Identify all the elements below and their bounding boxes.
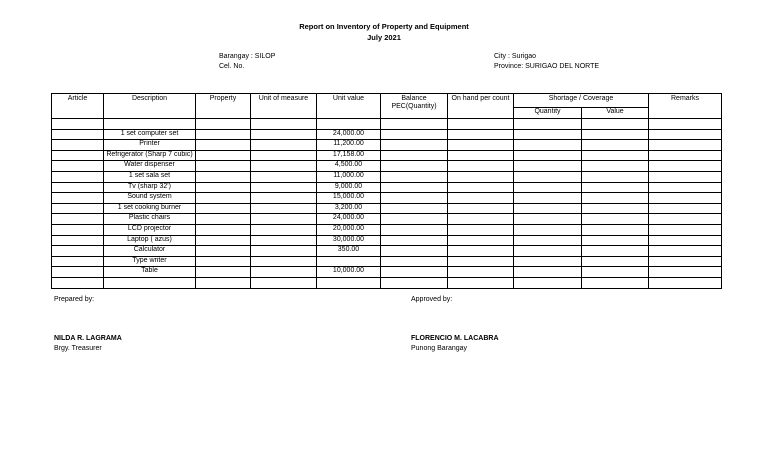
table-cell <box>52 277 104 288</box>
table-cell <box>448 277 514 288</box>
description-cell: LCD projector <box>104 224 196 235</box>
table-cell <box>52 171 104 182</box>
table-cell <box>514 182 582 193</box>
table-cell <box>582 214 649 225</box>
table-cell <box>381 140 448 151</box>
description-cell <box>104 119 196 130</box>
table-cell <box>448 150 514 161</box>
table-row <box>52 214 722 225</box>
table-cell <box>582 256 649 267</box>
table-row <box>52 171 722 182</box>
table-cell <box>381 267 448 278</box>
table-cell <box>381 256 448 267</box>
table-cell <box>514 246 582 257</box>
description-cell: 1 set cooking burner <box>104 203 196 214</box>
table-cell <box>196 129 251 140</box>
table-cell <box>196 140 251 151</box>
table-cell <box>582 224 649 235</box>
table-cell <box>381 235 448 246</box>
table-cell <box>448 140 514 151</box>
table-cell <box>582 193 649 204</box>
unit-value-cell: 10,000.00 <box>317 267 381 278</box>
table-cell <box>52 235 104 246</box>
prepared-by-label: Prepared by: <box>54 296 95 303</box>
table-cell <box>448 246 514 257</box>
table-cell <box>251 203 317 214</box>
unit-value-cell: 3,200.00 <box>317 203 381 214</box>
unit-value-cell: 30,000.00 <box>317 235 381 246</box>
table-cell <box>381 277 448 288</box>
approver-title: Punong Barangay <box>411 345 468 352</box>
table-cell <box>448 214 514 225</box>
table-cell <box>52 129 104 140</box>
table-cell <box>582 246 649 257</box>
table-cell <box>196 171 251 182</box>
table-cell <box>448 267 514 278</box>
table-cell <box>649 246 722 257</box>
table-cell <box>514 193 582 204</box>
table-row <box>52 182 722 193</box>
table-cell <box>196 246 251 257</box>
table-cell <box>649 161 722 172</box>
table-cell <box>251 277 317 288</box>
header-description: Description <box>104 94 196 119</box>
table-cell <box>251 224 317 235</box>
table-cell <box>196 161 251 172</box>
table-cell <box>52 193 104 204</box>
unit-value-cell: 9,000.00 <box>317 182 381 193</box>
table-cell <box>514 224 582 235</box>
table-cell <box>52 256 104 267</box>
table-row <box>52 235 722 246</box>
unit-value-cell <box>317 119 381 130</box>
table-cell <box>381 182 448 193</box>
unit-value-cell <box>317 256 381 267</box>
unit-value-cell: 17,158.00 <box>317 150 381 161</box>
unit-value-cell: 11,200.00 <box>317 140 381 151</box>
table-cell <box>448 171 514 182</box>
header-balance: Balance PEC(Quantity) <box>381 94 448 119</box>
description-cell: Laptop ( azus) <box>104 235 196 246</box>
table-cell <box>381 119 448 130</box>
header-quantity: Quantity <box>514 108 582 119</box>
table-row <box>52 277 722 288</box>
table-cell <box>52 224 104 235</box>
approver-name: FLORENCIO M. LACABRA <box>411 335 499 342</box>
table-cell <box>514 161 582 172</box>
table-row <box>52 140 722 151</box>
table-cell <box>251 256 317 267</box>
table-cell <box>649 129 722 140</box>
table-row <box>52 256 722 267</box>
table-cell <box>514 235 582 246</box>
table-cell <box>251 140 317 151</box>
table-cell <box>251 161 317 172</box>
description-cell: Calculator <box>104 246 196 257</box>
table-row <box>52 129 722 140</box>
table-cell <box>649 171 722 182</box>
table-cell <box>251 171 317 182</box>
table-cell <box>196 214 251 225</box>
table-cell <box>381 171 448 182</box>
table-row <box>52 246 722 257</box>
table-row <box>52 224 722 235</box>
table-cell <box>381 161 448 172</box>
header-unit-of-measure: Unit of measure <box>251 94 317 119</box>
table-cell <box>52 267 104 278</box>
table-cell <box>448 235 514 246</box>
table-cell <box>381 246 448 257</box>
header-property: Property <box>196 94 251 119</box>
table-cell <box>448 119 514 130</box>
table-cell <box>381 193 448 204</box>
table-cell <box>514 140 582 151</box>
table-row <box>52 161 722 172</box>
table-cell <box>196 224 251 235</box>
table-cell <box>251 235 317 246</box>
description-cell: Water dispenser <box>104 161 196 172</box>
table-cell <box>582 161 649 172</box>
table-cell <box>381 129 448 140</box>
table-cell <box>196 150 251 161</box>
table-cell <box>649 224 722 235</box>
table-cell <box>196 277 251 288</box>
table-cell <box>582 235 649 246</box>
table-cell <box>52 140 104 151</box>
table-cell <box>448 161 514 172</box>
table-cell <box>514 203 582 214</box>
table-cell <box>514 256 582 267</box>
inventory-table-body <box>52 119 722 289</box>
table-cell <box>649 267 722 278</box>
table-cell <box>514 214 582 225</box>
table-cell <box>251 182 317 193</box>
unit-value-cell: 24,000.00 <box>317 214 381 225</box>
table-cell <box>52 182 104 193</box>
header-article: Article <box>52 94 104 119</box>
table-row <box>52 193 722 204</box>
unit-value-cell: 350.00 <box>317 246 381 257</box>
table-cell <box>196 267 251 278</box>
table-cell <box>514 150 582 161</box>
table-cell <box>381 203 448 214</box>
table-cell <box>649 203 722 214</box>
table-cell <box>196 203 251 214</box>
table-cell <box>52 203 104 214</box>
inventory-table <box>51 93 722 289</box>
table-cell <box>649 182 722 193</box>
table-cell <box>649 214 722 225</box>
description-cell: Plastic chairs <box>104 214 196 225</box>
unit-value-cell: 15,000.00 <box>317 193 381 204</box>
table-cell <box>582 267 649 278</box>
header-unit-value: Unit value <box>317 94 381 119</box>
table-cell <box>514 267 582 278</box>
table-cell <box>582 203 649 214</box>
table-cell <box>52 214 104 225</box>
table-cell <box>196 256 251 267</box>
table-row <box>52 267 722 278</box>
preparer-title: Brgy. Treasurer <box>54 345 102 352</box>
table-cell <box>649 193 722 204</box>
table-cell <box>582 171 649 182</box>
header-remarks: Remarks <box>649 94 722 119</box>
table-cell <box>196 182 251 193</box>
table-cell <box>582 129 649 140</box>
table-cell <box>251 129 317 140</box>
report-period: July 2021 <box>367 33 401 42</box>
province-label: Province: SURIGAO DEL NORTE <box>494 63 600 70</box>
approved-by-label: Approved by: <box>411 296 453 303</box>
table-cell <box>649 150 722 161</box>
table-cell <box>52 161 104 172</box>
description-cell <box>104 277 196 288</box>
table-cell <box>196 193 251 204</box>
barangay-label: Barangay : SILOP <box>219 53 276 60</box>
table-cell <box>381 214 448 225</box>
description-cell: Tv (sharp 32') <box>104 182 196 193</box>
table-row <box>52 203 722 214</box>
table-cell <box>196 119 251 130</box>
report-title: Report on Inventory of Property and Equipment <box>299 22 469 31</box>
city-label: City : Surigao <box>494 53 537 60</box>
table-cell <box>582 119 649 130</box>
description-cell: 1 set sala set <box>104 171 196 182</box>
table-row <box>52 119 722 130</box>
table-cell <box>381 150 448 161</box>
description-cell: Table <box>104 267 196 278</box>
table-row <box>52 150 722 161</box>
table-cell <box>251 193 317 204</box>
table-cell <box>582 277 649 288</box>
description-cell: 1 set computer set <box>104 129 196 140</box>
table-cell <box>514 277 582 288</box>
table-cell <box>251 214 317 225</box>
table-cell <box>251 119 317 130</box>
description-cell: Sound system <box>104 193 196 204</box>
header-value: Value <box>582 108 649 119</box>
table-cell <box>251 150 317 161</box>
table-cell <box>251 267 317 278</box>
table-cell <box>448 129 514 140</box>
preparer-name: NILDA R. LAGRAMA <box>54 335 122 342</box>
table-cell <box>514 171 582 182</box>
table-cell <box>649 119 722 130</box>
table-cell <box>448 224 514 235</box>
table-cell <box>649 256 722 267</box>
table-cell <box>649 277 722 288</box>
table-cell <box>251 246 317 257</box>
table-cell <box>52 150 104 161</box>
table-cell <box>582 150 649 161</box>
table-cell <box>649 140 722 151</box>
description-cell: Type writer <box>104 256 196 267</box>
unit-value-cell: 4,500.00 <box>317 161 381 172</box>
table-cell <box>448 182 514 193</box>
table-cell <box>582 182 649 193</box>
table-cell <box>196 235 251 246</box>
table-cell <box>448 203 514 214</box>
unit-value-cell: 24,000.00 <box>317 129 381 140</box>
table-cell <box>52 246 104 257</box>
description-cell: Refrigerator (Sharp 7 cubic) <box>104 150 196 161</box>
table-cell <box>52 119 104 130</box>
table-cell <box>381 224 448 235</box>
table-cell <box>448 256 514 267</box>
table-cell <box>448 193 514 204</box>
header-on-hand: On hand per count <box>448 94 514 119</box>
unit-value-cell: 11,000.00 <box>317 171 381 182</box>
table-cell <box>649 235 722 246</box>
unit-value-cell: 20,000.00 <box>317 224 381 235</box>
header-shortage-coverage: Shortage / Coverage <box>514 94 649 108</box>
table-cell <box>514 129 582 140</box>
unit-value-cell <box>317 277 381 288</box>
table-cell <box>514 119 582 130</box>
table-cell <box>582 140 649 151</box>
description-cell: Printer <box>104 140 196 151</box>
cel-no-label: Cel. No. <box>219 63 245 70</box>
